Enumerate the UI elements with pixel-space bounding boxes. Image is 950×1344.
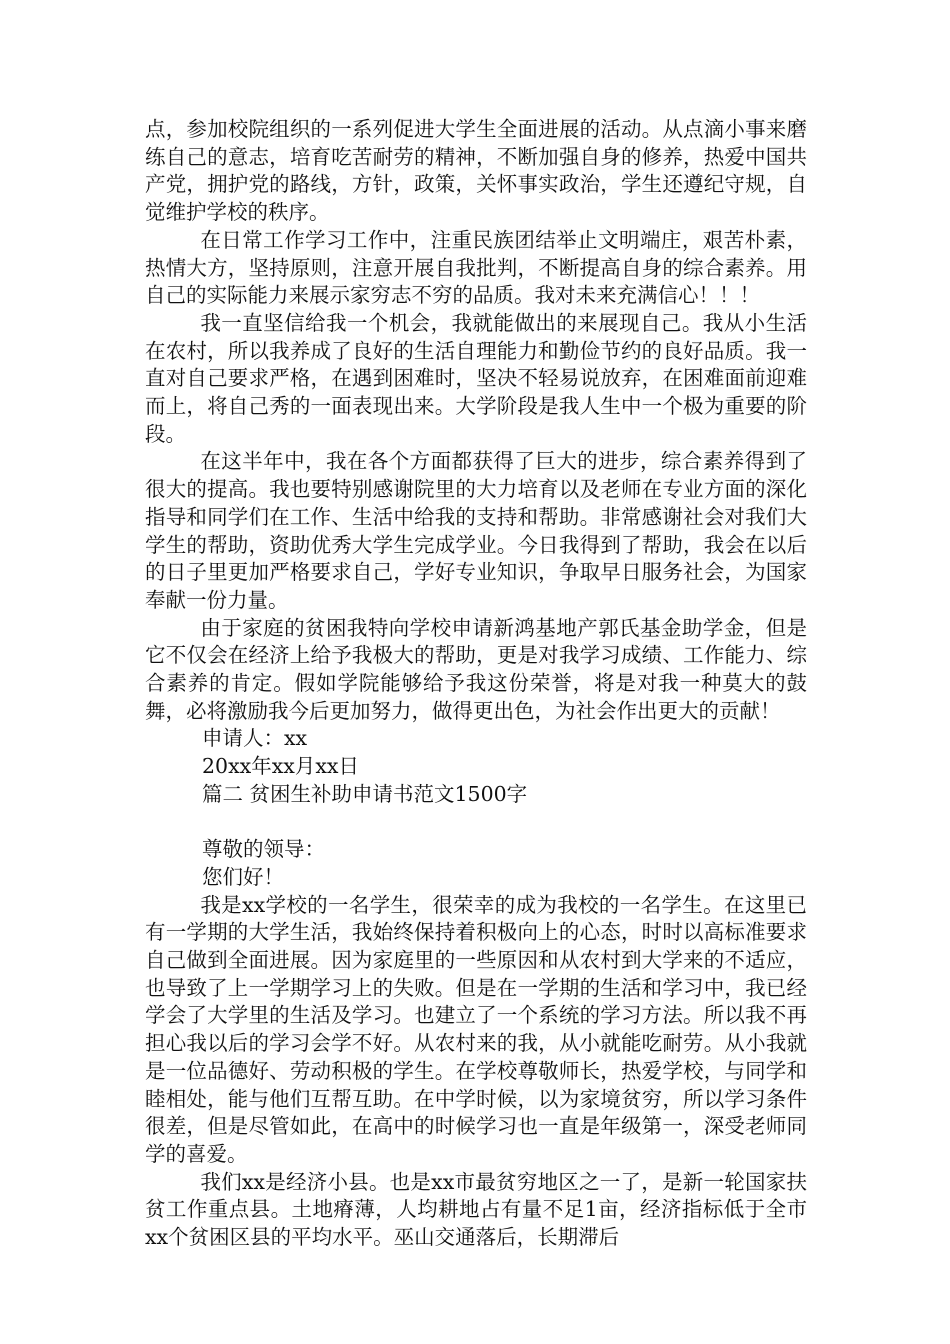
document-page xyxy=(145,116,807,1252)
paragraph: 在日常工作学习工作中，注重民族团结举止文明端庄，艰苦朴素，热情大方，坚持原则，注意开展自我批判，不断提高自身的综合素养。用自己的实际能力来展示家穷志不穷的品质。我对未来充满信心！！！ xyxy=(145,227,807,308)
applicant-line: 申请人：xx xyxy=(202,726,308,751)
greeting: 您们好！ xyxy=(202,864,284,889)
paragraph: 我们xx是经济小县。也是xx市最贫穷地区之一了，是新一轮国家扶贫工作重点县。土地瘠薄，人均耕地占有量不足1亩，经济指标低于全市xx个贫困区县的平均水平。巫山交通落后，长期滞后 xyxy=(145,1169,807,1250)
paragraph: 由于家庭的贫困我特向学校申请新鸿基地产郭氏基金助学金，但是它不仅会在经济上给予我极大的帮助，更是对我学习成绩、工作能力、综合素养的肯定。假如学院能够给予我这份荣誉，将是对我一种莫大的鼓舞，必将激励我今后更加努力，做得更出色，为社会作出更大的贡献！ xyxy=(145,615,807,723)
paragraph: 点，参加校院组织的一系列促进大学生全面进展的活动。从点滴小事来磨练自己的意志，培育吃苦耐劳的精神，不断加强自身的修养，热爱中国共产党，拥护党的路线，方针，政策，关怀事实政治，学生还遵纪守规，自觉维护学校的秩序。 xyxy=(145,117,807,225)
section-title: 篇二 贫困生补助申请书范文1500字 xyxy=(202,781,528,806)
paragraph: 我一直坚信给我一个机会，我就能做出的来展现自己。我从小生活在农村，所以我养成了良好的生活自理能力和勤俭节约的良好品质。我一直对自己要求严格，在遇到困难时，坚决不轻易说放弃，在困难面前迎难而上，将自己秀的一面表现出来。大学阶段是我人生中一个极为重要的阶段。 xyxy=(145,310,807,446)
blank-line xyxy=(145,809,807,837)
paragraph: 在这半年中，我在各个方面都获得了巨大的进步，综合素养得到了很大的提高。我也要特别感谢院里的大力培育以及老师在专业方面的深化指导和同学们在工作、生活中给我的支持和帮助。非常感谢社会对我们大学生的帮助，资助优秀大学生完成学业。今日我得到了帮助，我会在以后的日子里更加严格要求自己，学好专业知识，争取早日服务社会，为国家奉献一份力量。 xyxy=(145,449,807,612)
date-line: 20xx年xx月xx日 xyxy=(202,754,359,779)
salutation: 尊敬的领导： xyxy=(202,837,325,862)
paragraph: 我是xx学校的一名学生，很荣幸的成为我校的一名学生。在这里已有一学期的大学生活，我始终保持着积极向上的心态，时时以高标准要求自己做到全面进展。因为家庭里的一些原因和从农村到大学来的不适应，也导致了上一学期学习上的失败。但是在一学期的生活和学习中，我已经学会了大学里的生活及学习。也建立了一个系统的学习方法。所以我不再担心我以后的学习会学不好。从农村来的我，从小就能吃耐劳。从小我就是一位品德好、劳动积极的学生。在学校尊敬师长，热爱学校，与同学和睦相处，能与他们互帮互助。在中学时候，以为家境贫穷，所以学习条件很差，但是尽管如此，在高中的时候学习也一直是年级第一，深受老师同学的喜爱。 xyxy=(145,892,807,1166)
